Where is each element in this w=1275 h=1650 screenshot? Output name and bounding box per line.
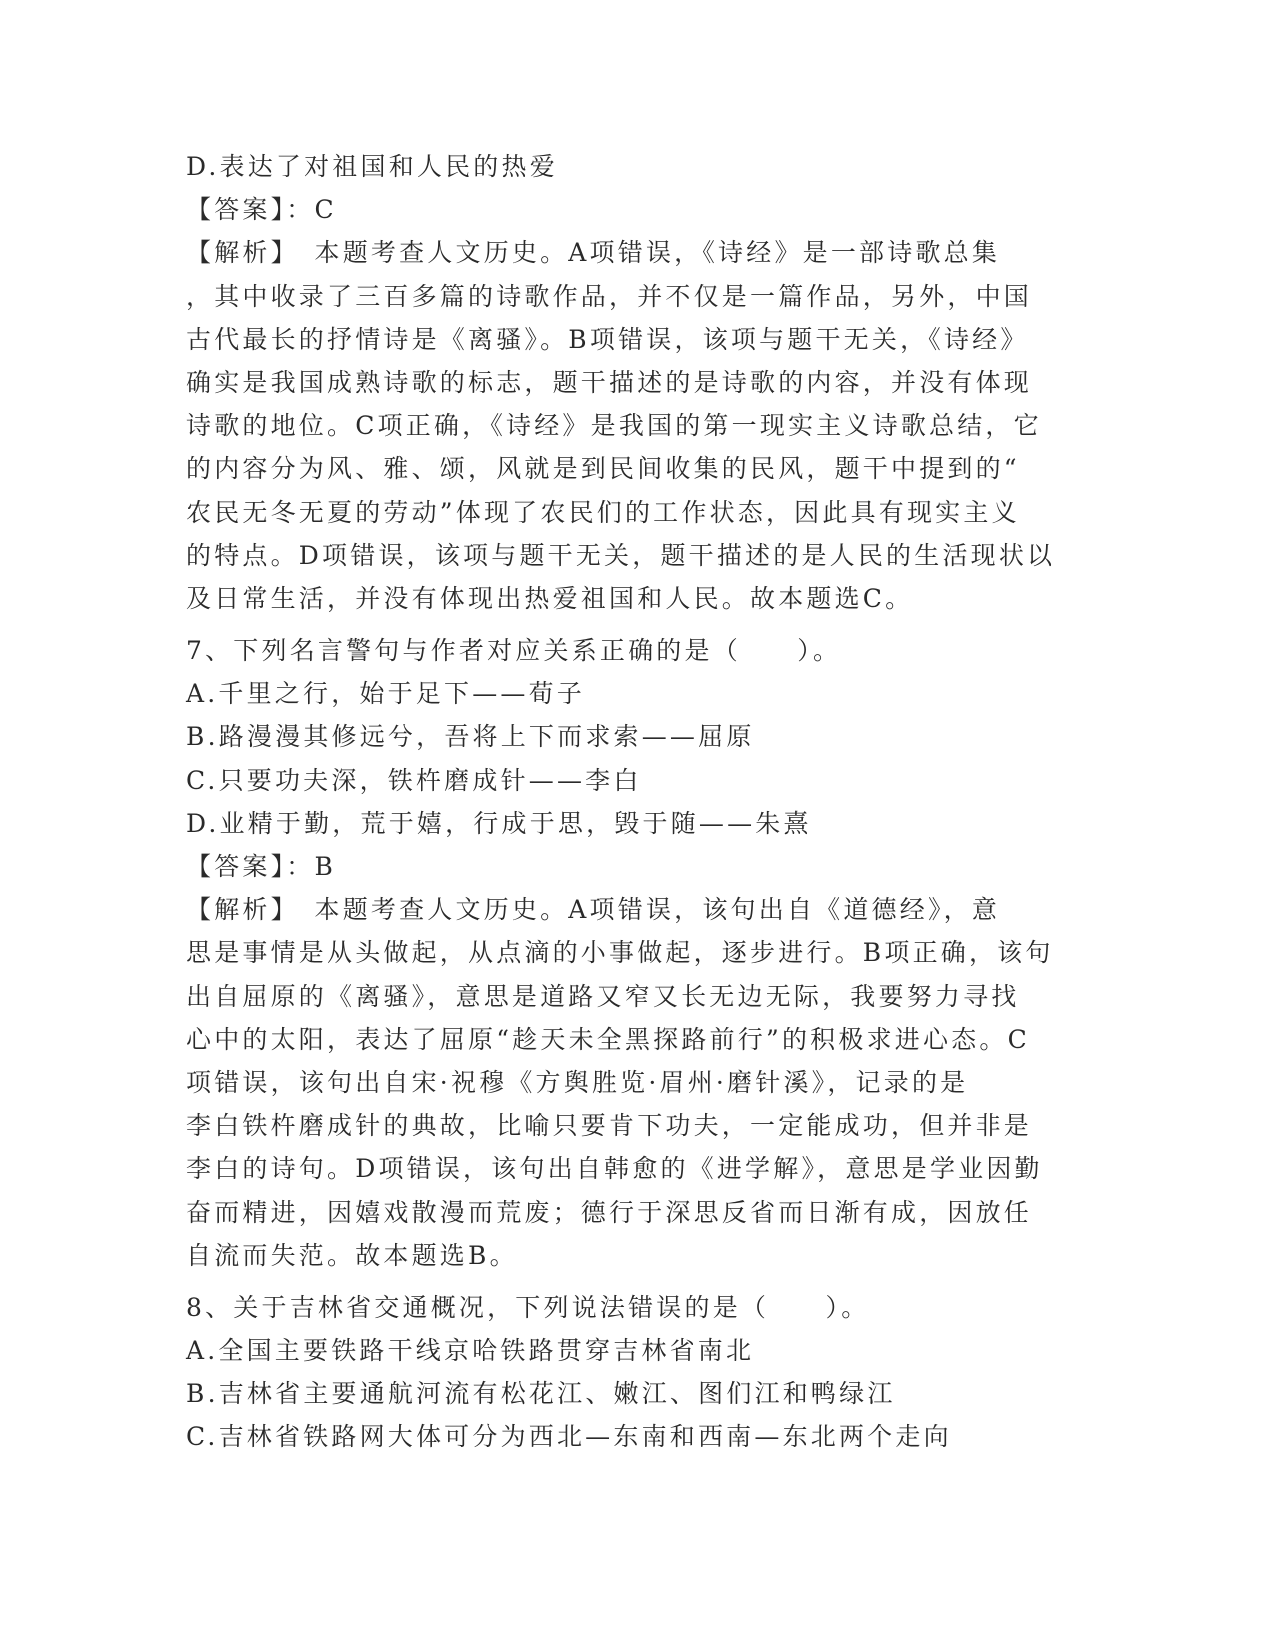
q6-answer: 【答案】：C bbox=[186, 195, 337, 225]
q8-option-c: C.吉林省铁路网大体可分为西北—东南和西南—东北两个走向 bbox=[186, 1422, 952, 1452]
q7-option-a: A.千里之行，始于足下——荀子 bbox=[186, 679, 586, 709]
q7-question: 7、下列名言警句与作者对应关系正确的是（ ）。 bbox=[186, 636, 842, 666]
q7-analysis-line: 心中的太阳，表达了屈原“趁天未全黑探路前行”的积极求进心态。C bbox=[186, 1024, 1030, 1054]
q8-question: 8、关于吉林省交通概况，下列说法错误的是（ ）。 bbox=[186, 1292, 870, 1322]
q6-analysis-line: 农民无冬无夏的劳动”体现了农民们的工作状态，因此具有现实主义 bbox=[186, 497, 1020, 527]
q6-analysis-line: ，其中收录了三百多篇的诗歌作品，并不仅是一篇作品，另外，中国 bbox=[186, 281, 1033, 311]
q8-option-a: A.全国主要铁路干线京哈铁路贯穿吉林省南北 bbox=[186, 1336, 755, 1366]
q6-analysis-line: 的特点。D项错误，该项与题干无关，题干描述的是人民的生活现状以 bbox=[186, 540, 1056, 570]
q6-analysis-line: 诗歌的地位。C项正确，《诗经》是我国的第一现实主义诗歌总结，它 bbox=[186, 411, 1042, 441]
q7-analysis-line: 奋而精进，因嬉戏散漫而荒废；德行于深思反省而日渐有成，因放任 bbox=[186, 1197, 1033, 1227]
q7-answer: 【答案】：B bbox=[186, 852, 337, 881]
q7-analysis-line: 【解析】 本题考查人文历史。A项错误，该句出自《道德经》，意 bbox=[186, 895, 1001, 925]
q6-analysis bbox=[186, 231, 1086, 620]
q8-option-b: B.吉林省主要通航河流有松花江、嫩江、图们江和鸭绿江 bbox=[186, 1379, 896, 1409]
q6-analysis-line: 【解析】 本题考查人文历史。A项错误，《诗经》是一部诗歌总集 bbox=[186, 238, 1001, 268]
q7-analysis-line: 李白的诗句。D项错误，该句出自韩愈的《进学解》，意思是学业因勤 bbox=[186, 1154, 1043, 1184]
q7-analysis-line: 自流而失范。故本题选B。 bbox=[186, 1240, 518, 1270]
q6-analysis-line: 及日常生活，并没有体现出热爱祖国和人民。故本题选C。 bbox=[186, 583, 914, 613]
q7-analysis-line: 李白铁杵磨成针的典故，比喻只要肯下功夫，一定能成功，但并非是 bbox=[186, 1111, 1033, 1141]
q7-option-b: B.路漫漫其修远兮，吾将上下而求索——屈原 bbox=[186, 722, 755, 752]
q6-option-d: D.表达了对祖国和人民的热爱 bbox=[186, 152, 558, 181]
question-gap bbox=[186, 620, 1086, 629]
q7-option-d: D.业精于勤，荒于嬉，行成于思，毁于随——朱熹 bbox=[186, 808, 812, 838]
q6-analysis-line: 确实是我国成熟诗歌的标志，题干描述的是诗歌的内容，并没有体现 bbox=[186, 367, 1033, 397]
q7-analysis-line: 项错误，该句出自宋·祝穆《方舆胜览·眉州·磨针溪》，记录的是 bbox=[186, 1067, 969, 1097]
question-gap bbox=[186, 1277, 1086, 1286]
q7-analysis-line: 出自屈原的《离骚》，意思是道路又窄又长无边无际，我要努力寻找 bbox=[186, 981, 1020, 1011]
q7-analysis-line: 思是事情是从头做起，从点滴的小事做起，逐步进行。B项正确，该句 bbox=[186, 938, 1054, 968]
document-page bbox=[186, 145, 1086, 1459]
q7-option-c: C.只要功夫深，铁杵磨成针——李白 bbox=[186, 765, 642, 795]
q6-analysis-line: 古代最长的抒情诗是《离骚》。B项错误，该项与题干无关，《诗经》 bbox=[186, 324, 1029, 354]
q7-analysis bbox=[186, 888, 1086, 1277]
q6-analysis-line: 的内容分为风、雅、颂，风就是到民间收集的民风，题干中提到的“ bbox=[186, 454, 1020, 484]
